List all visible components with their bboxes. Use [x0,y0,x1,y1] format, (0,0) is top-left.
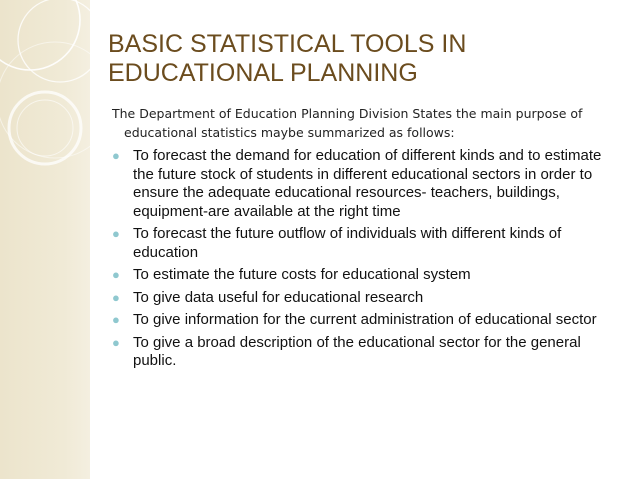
list-item [110,334,620,371]
list-item-text: To give data useful for educational research [133,288,424,306]
bullet-icon: ● [112,289,120,305]
list-item-text: To give a broad description of the educational sector for the general public. [133,333,581,369]
list-item [110,147,620,221]
title-line-1: BASIC STATISTICAL TOOLS IN [108,30,467,58]
list-item-text: To estimate the future costs for educational system [133,266,471,283]
bullet-icon: ● [112,226,120,241]
list-item [110,311,620,330]
list-item-text: To forecast the demand for education of different kinds and to estimate the future stock of students in different educational sectors in order to ensure the adequate educational resources- teachers, buildings, equipment-are available at the right time [133,147,602,220]
bullet-icon: ● [112,148,120,163]
list-item-text: To give information for the current administration of educational sector [133,311,597,328]
list-item-text: To forecast the future outflow of individuals with different kinds of education [133,225,562,261]
bullet-list [110,147,620,375]
bullet-icon: ● [112,312,120,327]
list-item [110,289,620,308]
bullet-icon: ● [112,334,120,350]
decorative-side-panel [0,0,90,479]
title-line-2: EDUCATIONAL PLANNING [108,59,418,87]
decorative-rings-icon [0,0,90,479]
bullet-icon: ● [112,267,120,282]
intro-paragraph: The Department of Education Planning Division States the main purpose of educational statistics maybe summarized as follows: [112,106,583,140]
slide-title [108,30,618,88]
list-item [110,266,620,285]
list-item [110,225,620,262]
